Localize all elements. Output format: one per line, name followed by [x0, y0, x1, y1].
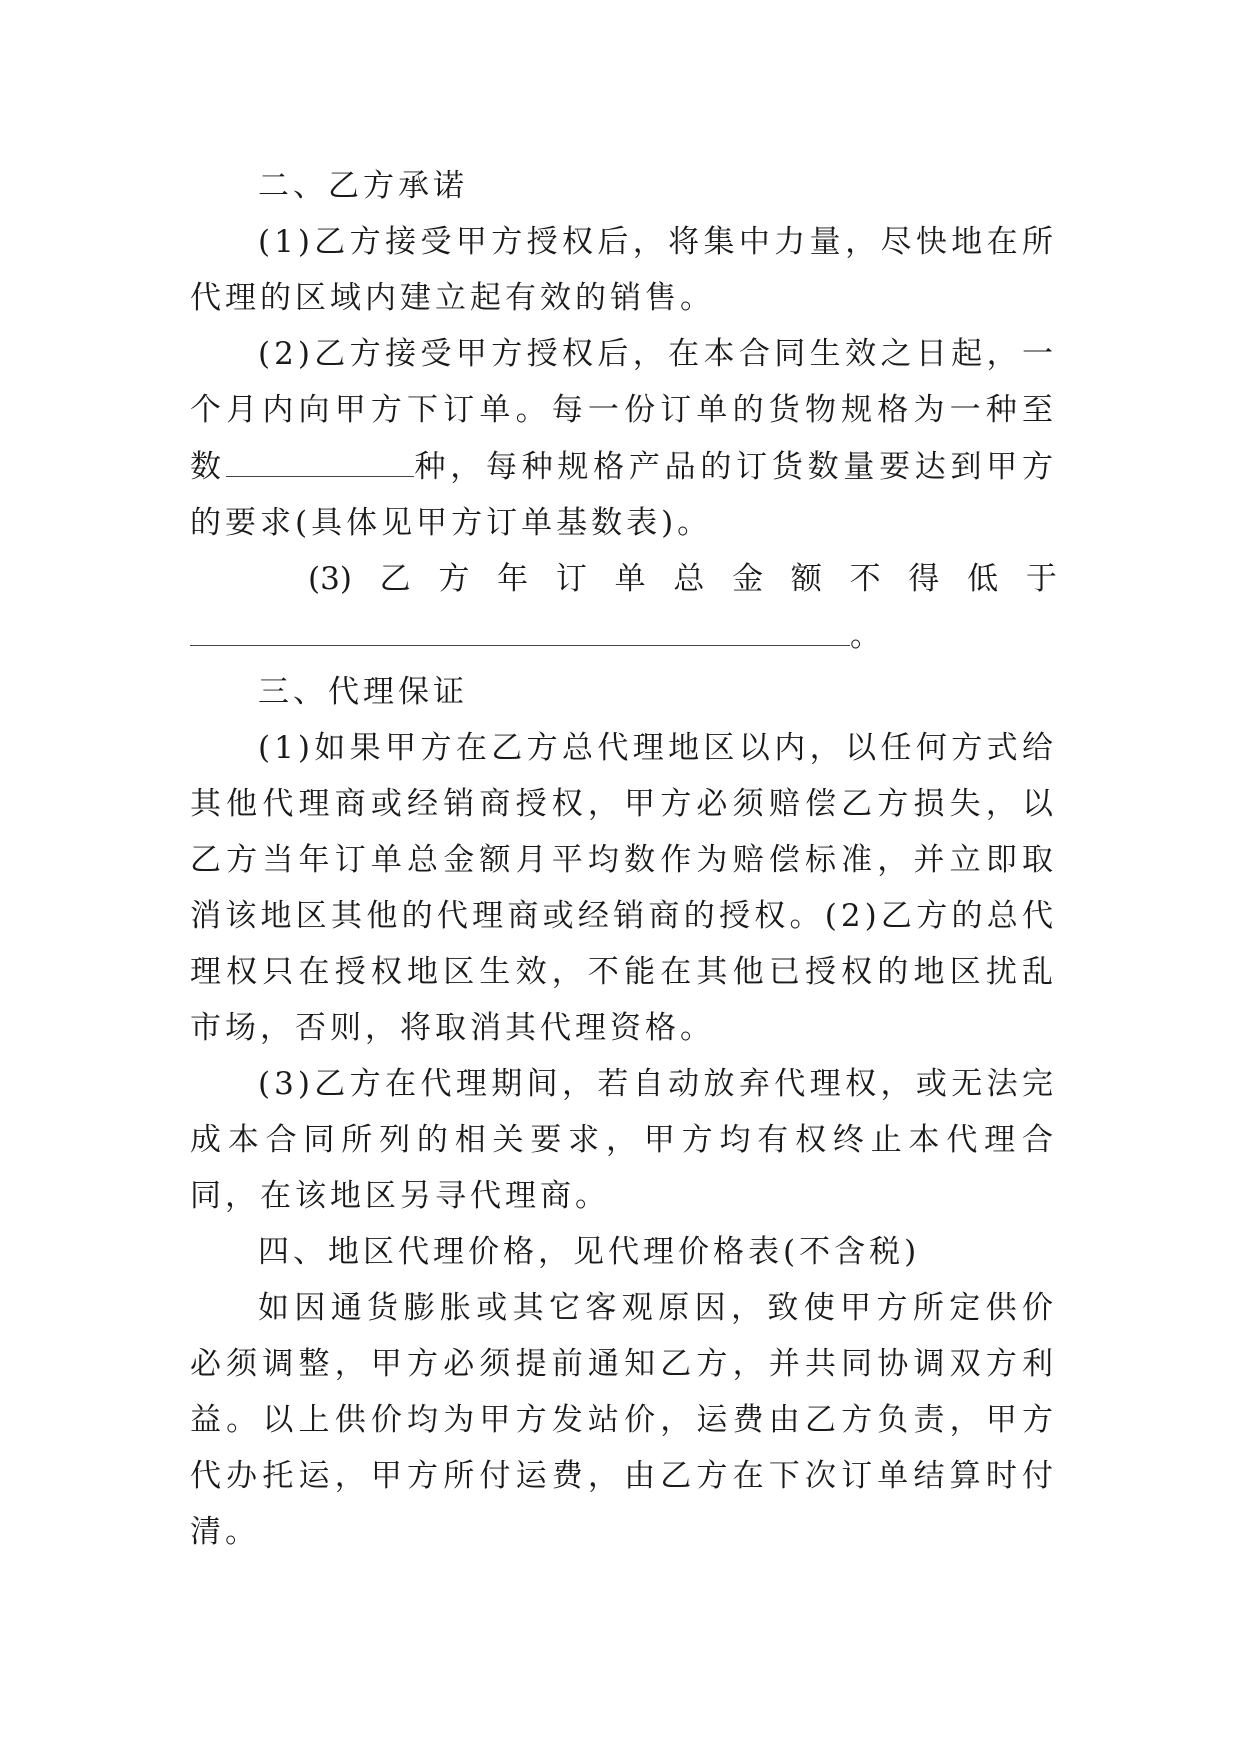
clause-3-char: 单: [614, 561, 646, 597]
section-3-clause-1-2: (1)如果甲方在乙方总代理地区以内，以任何方式给其他代理商或经销商授权，甲方必须赔偿乙方损失，以乙方当年订单总金额月平均数作为赔偿标准，并立即取消该地区其他的代理商或经销商的授权。(2)乙方的总代理权只在授权地区生效，不能在其他已授权的地区扰乱市场，否则，将取消其代理资格。: [190, 730, 1057, 1046]
fill-in-blank-amount[interactable]: [190, 607, 850, 646]
clause-3-blank-line: [190, 607, 1057, 664]
clause-3-char: 乙: [379, 561, 411, 597]
clause-3-char: (3): [308, 561, 352, 597]
clause-3-char: 不: [849, 561, 881, 597]
section-2-clause-2: [190, 326, 1057, 551]
clause-2-text-after: 种，每种规格产品的订货数量要达到甲方的要求(具体见甲方订单基数表)。: [190, 449, 1058, 541]
clause-3-char: 订: [555, 561, 587, 597]
clause-3-char: 年: [497, 561, 529, 597]
clause-3-char: 方: [438, 561, 470, 597]
section-2-clause-1: (1)乙方接受甲方授权后，将集中力量，尽快地在所代理的区域内建立起有效的销售。: [190, 224, 1057, 316]
clause-3-char: 额: [790, 561, 822, 597]
clause-3-end-mark: 。: [850, 618, 885, 654]
clause-3-char: 金: [732, 561, 764, 597]
section-2-clause-3: [190, 551, 1057, 607]
section-2-heading: 二、乙方承诺: [258, 168, 468, 204]
document-body: [190, 158, 1057, 1560]
clause-3-char: 低: [967, 561, 999, 597]
clause-3-char: 总: [673, 561, 705, 597]
section-3-clause-3: (3)乙方在代理期间，若自动放弃代理权，或无法完成本合同所列的相关要求，甲方均有权终止本代理合同，在该地区另寻代理商。: [190, 1066, 1057, 1214]
section-3-heading: 三、代理保证: [258, 674, 468, 710]
clause-3-char: 得: [908, 561, 940, 597]
clause-3-char: 于: [1025, 561, 1057, 597]
section-4-paragraph: 如因通货膨胀或其它客观原因，致使甲方所定供价必须调整，甲方必须提前通知乙方，并共同协调双方利益。以上供价均为甲方发站价，运费由乙方负责，甲方代办托运，甲方所付运费，由乙方在下次订单结算时付清。: [190, 1290, 1057, 1550]
fill-in-blank-kinds[interactable]: [226, 438, 414, 477]
clause-2-text-before: (2)乙方接受甲方授权后，在本合同生效之日起，一个月内向甲方下订单。每一份订单的货物规格为一种至数: [190, 336, 1057, 485]
section-4-heading: 四、地区代理价格，见代理价格表(不含税): [258, 1234, 921, 1270]
